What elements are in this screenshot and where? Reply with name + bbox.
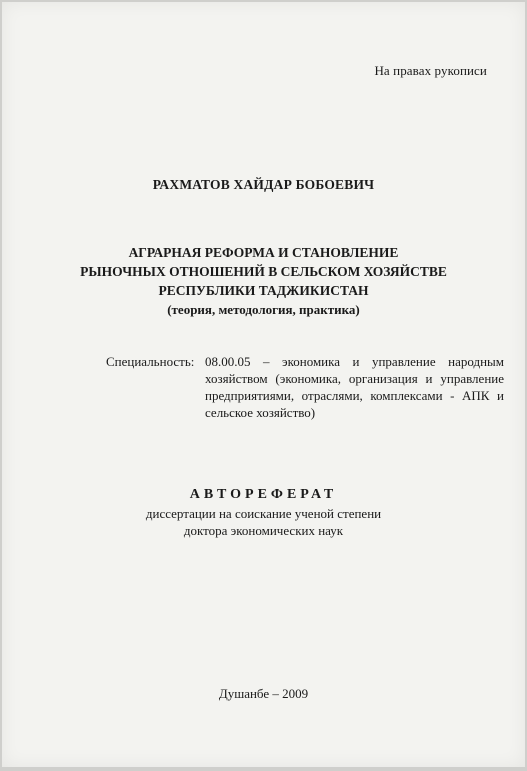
dissertation-title [2, 243, 525, 319]
document-page [2, 2, 525, 767]
abstract-line: диссертации на соискание ученой степени [145, 506, 382, 521]
abstract-line: доктора экономических наук [183, 523, 344, 538]
specialty-block [106, 353, 504, 421]
title-line: АГРАРНАЯ РЕФОРМА И СТАНОВЛЕНИЕ [128, 245, 399, 260]
title-subtitle: (теория, методология, практика) [167, 302, 360, 317]
specialty-text: 08.00.05 – экономика и управление народным хозяйством (экономика, организация и управление предприятиями, отраслями, комплексами - АПК и сельское хозяйство) [205, 354, 504, 420]
abstract-block [2, 487, 525, 539]
city-year: Душанбе – 2009 [218, 686, 309, 701]
author-name: РАХМАТОВ ХАЙДАР БОБОЕВИЧ [152, 177, 375, 192]
abstract-title: АВТОРЕФЕРАТ [189, 487, 338, 502]
rights-notice: На правах рукописи [374, 63, 487, 78]
title-line: РЫНОЧНЫХ ОТНОШЕНИЙ В СЕЛЬСКОМ ХОЗЯЙСТВЕ [80, 264, 447, 279]
title-line: РЕСПУБЛИКИ ТАДЖИКИСТАН [158, 283, 369, 298]
specialty-label: Специальность: [106, 354, 195, 369]
